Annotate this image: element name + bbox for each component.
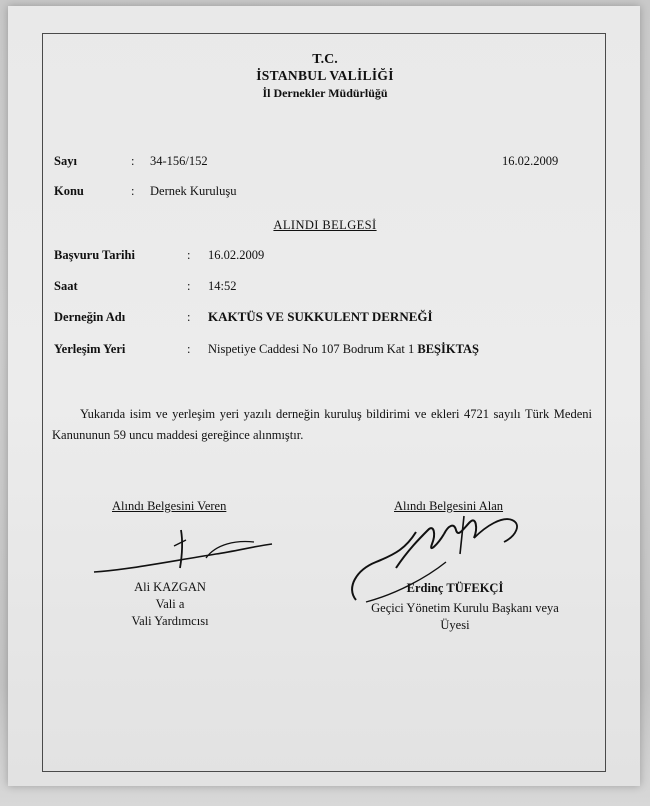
document-frame <box>42 33 606 772</box>
dernek-colon: : <box>187 310 191 324</box>
left-signer-title1: Vali a <box>155 597 185 611</box>
document-date: 16.02.2009 <box>502 154 559 168</box>
yerlesim-value: Nispetiye Caddesi No 107 Bodrum Kat 1 BEŞİKTAŞ <box>208 342 479 356</box>
right-signer-title2: Üyesi <box>440 618 470 632</box>
yerlesim-colon: : <box>187 342 191 356</box>
left-signer-title2: Vali Yardımcısı <box>131 614 209 628</box>
sayi-value: 34-156/152 <box>150 154 208 168</box>
right-signer-title1: Geçici Yönetim Kurulu Başkanı veya <box>371 601 559 615</box>
sayi-colon: : <box>131 154 135 168</box>
saat-value: 14:52 <box>208 279 237 293</box>
header-mudurluk: İl Dernekler Müdürlüğü <box>262 86 388 100</box>
header-valilik: İSTANBUL VALİLİĞİ <box>256 68 394 83</box>
right-signer-name: Erdinç TÜFEKÇİ <box>406 581 504 595</box>
left-signature-heading: Alındı Belgesini Veren <box>112 499 227 513</box>
left-signature-mark <box>86 522 286 582</box>
dernek-value: KAKTÜS VE SUKKULENT DERNEĞİ <box>208 309 433 324</box>
basvuru-label: Başvuru Tarihi <box>54 248 135 262</box>
sayi-label: Sayı <box>54 154 77 168</box>
dernek-label: Derneğin Adı <box>54 310 126 324</box>
konu-label: Konu <box>54 184 84 198</box>
yerlesim-district: BEŞİKTAŞ <box>417 342 479 356</box>
header-tc: T.C. <box>312 52 338 67</box>
document-title: ALINDI BELGESİ <box>273 218 377 232</box>
basvuru-value: 16.02.2009 <box>208 248 265 262</box>
basvuru-colon: : <box>187 248 191 262</box>
saat-colon: : <box>187 279 191 293</box>
body-paragraph: Yukarıda isim ve yerleşim yeri yazılı derneğin kuruluş bildirimi ve ekleri 4721 sayılı Türk Medeni Kanununun 59 uncu maddesi gereğince alınmıştır. <box>52 407 592 442</box>
left-signer-name: Ali KAZGAN <box>134 580 206 594</box>
konu-colon: : <box>131 184 135 198</box>
yerlesim-label: Yerleşim Yeri <box>54 342 126 356</box>
saat-label: Saat <box>54 279 78 293</box>
konu-value: Dernek Kuruluşu <box>150 184 237 198</box>
right-signature-heading: Alındı Belgesini Alan <box>394 499 504 513</box>
